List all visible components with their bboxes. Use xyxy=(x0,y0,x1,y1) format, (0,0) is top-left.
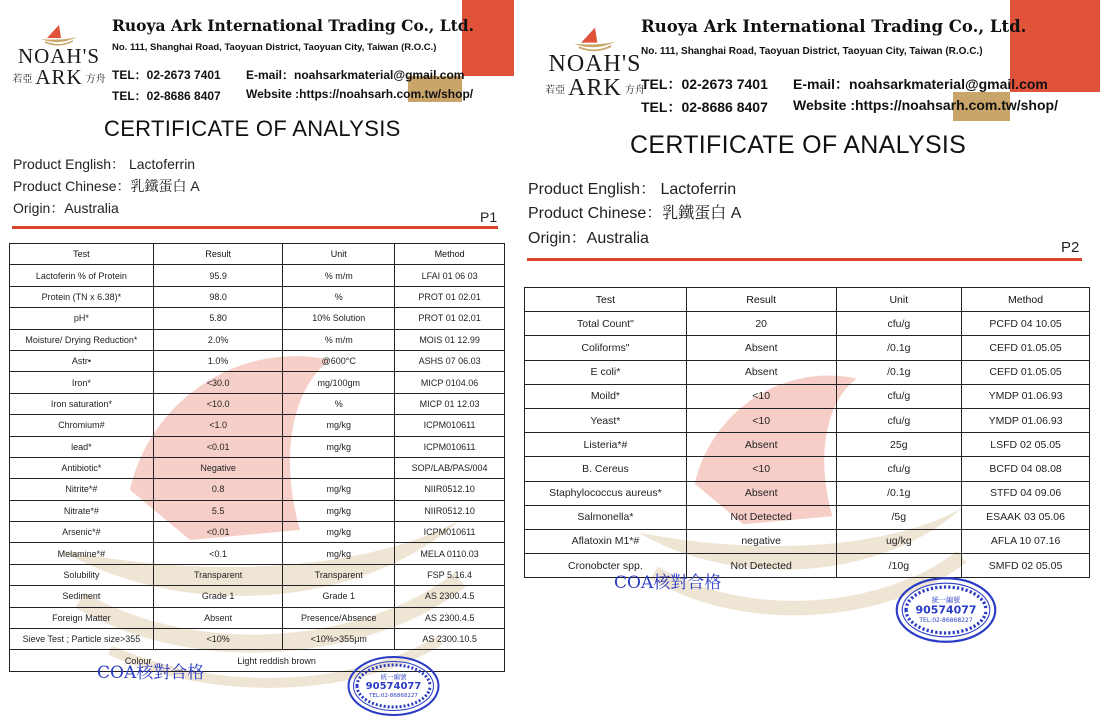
seal-label: 統一編號 xyxy=(380,673,407,681)
table-cell: mg/kg xyxy=(283,500,395,521)
table-cell: Grade 1 xyxy=(283,586,395,607)
header-accent-red xyxy=(462,0,514,76)
table-cell: Presence/Absence xyxy=(283,607,395,628)
table-cell: /10g xyxy=(836,554,962,578)
table-cell: SOP/LAB/PAS/004 xyxy=(395,457,505,478)
table-cell: YMDP 01.06.93 xyxy=(962,408,1090,432)
table-cell: STFD 04 09.06 xyxy=(962,481,1090,505)
table-cell: Transparent xyxy=(153,564,283,585)
table-cell: AFLA 10 07.16 xyxy=(962,529,1090,553)
table-cell: cfu/g xyxy=(836,384,962,408)
table-cell: Yeast* xyxy=(525,408,687,432)
table-cell: Absent xyxy=(686,360,836,384)
column-header: Method xyxy=(395,244,505,265)
certificate-title: CERTIFICATE OF ANALYSIS xyxy=(104,116,401,141)
table-row xyxy=(525,312,1090,336)
table-cell: Iron saturation* xyxy=(10,393,154,414)
table-cell: <10.0 xyxy=(153,393,283,414)
table-cell: AS 2300.4.5 xyxy=(395,586,505,607)
table-cell: LFAI 01 06 03 xyxy=(395,265,505,286)
table-cell: FSP 5.16.4 xyxy=(395,564,505,585)
table-row xyxy=(525,360,1090,384)
company-name: Ruoya Ark International Trading Co., Ltd. xyxy=(641,17,1027,36)
table-cell: 0.8 xyxy=(153,479,283,500)
table-row xyxy=(10,393,505,414)
table-cell: ICPM010611 xyxy=(395,522,505,543)
product-origin: Origin：Australia xyxy=(13,200,119,216)
table-cell: Absent xyxy=(153,607,283,628)
table-row xyxy=(525,529,1090,553)
table-row xyxy=(10,286,505,307)
table-row xyxy=(10,607,505,628)
coa-approval-stamp: COA核對合格 xyxy=(614,573,722,593)
table-row xyxy=(525,384,1090,408)
table-cell: BCFD 04 08.08 xyxy=(962,457,1090,481)
table-cell: mg/100gm xyxy=(283,372,395,393)
company-address: No. 111, Shanghai Road, Taoyuan District, Taoyuan City, Taiwan (R.O.C.) xyxy=(641,46,983,57)
table-cell: Staphylococcus aureus* xyxy=(525,481,687,505)
table-cell: Moild* xyxy=(525,384,687,408)
table-cell: LSFD 02 05.05 xyxy=(962,433,1090,457)
table-cell: /0.1g xyxy=(836,360,962,384)
table-cell xyxy=(283,457,395,478)
table-row xyxy=(525,336,1090,360)
table-cell: <0.1 xyxy=(153,543,283,564)
website: Website :https://noahsarh.com.tw/shop/ xyxy=(793,97,1058,113)
table-cell: PCFD 04 10.05 xyxy=(962,312,1090,336)
table-cell: E coli* xyxy=(525,360,687,384)
table-row xyxy=(10,329,505,350)
table-cell: Coliforms" xyxy=(525,336,687,360)
table-cell: % m/m xyxy=(283,265,395,286)
table-cell: @600°C xyxy=(283,350,395,371)
table-cell: mg/kg xyxy=(283,415,395,436)
company-seal xyxy=(346,655,441,717)
product-english: Product English： Lactoferrin xyxy=(528,181,737,198)
colour-value: Light reddish brown xyxy=(153,650,504,671)
table-cell: Salmonella* xyxy=(525,505,687,529)
table-row xyxy=(10,586,505,607)
product-chinese: Product Chinese：乳鐵蛋白 A xyxy=(528,205,742,222)
logo-cn-left: 若亞 xyxy=(545,84,566,96)
table-cell: 1.0% xyxy=(153,350,283,371)
table-cell: Absent xyxy=(686,481,836,505)
email: E-mail：noahsarkmaterial@gmail.com xyxy=(246,68,465,82)
table-row xyxy=(10,457,505,478)
table-header-row xyxy=(10,244,505,265)
email: E-mail：noahsarkmaterial@gmail.com xyxy=(793,76,1048,92)
table-header-row xyxy=(525,288,1090,312)
product-english: Product English： Lactoferrin xyxy=(13,156,196,172)
seal-number: 90574077 xyxy=(365,681,422,692)
table-row xyxy=(10,564,505,585)
table-cell: Cronobcter spp. xyxy=(525,554,687,578)
table-cell: pH* xyxy=(10,308,154,329)
table-cell: Iron* xyxy=(10,372,154,393)
logo-ark: ARK xyxy=(568,75,622,101)
title-rule xyxy=(527,258,1082,261)
table-cell: <10%>355μm xyxy=(283,629,395,650)
logo-noahs: NOAH'S xyxy=(17,44,101,68)
table-row xyxy=(10,629,505,650)
certificate-page-2 xyxy=(528,0,1100,721)
company-seal xyxy=(894,576,998,644)
table-cell: PROT 01 02.01 xyxy=(395,308,505,329)
table-cell: Not Detected xyxy=(686,505,836,529)
table-cell: 2.0% xyxy=(153,329,283,350)
ship-logo-icon xyxy=(39,22,79,46)
table-cell: Absent xyxy=(686,433,836,457)
table-row xyxy=(525,433,1090,457)
analysis-table xyxy=(524,287,1090,578)
table-cell: Negative xyxy=(153,457,283,478)
tel-2: TEL：02-8686 8407 xyxy=(112,89,221,103)
table-cell: NIIR0512.10 xyxy=(395,500,505,521)
table-cell: cfu/g xyxy=(836,457,962,481)
table-cell: mg/kg xyxy=(283,543,395,564)
table-cell: ASHS 07 06.03 xyxy=(395,350,505,371)
tel-2: TEL：02-8686 8407 xyxy=(641,99,768,115)
table-cell: Moisture/ Drying Reduction* xyxy=(10,329,154,350)
table-cell: /0.1g xyxy=(836,336,962,360)
page-number: P1 xyxy=(480,209,498,225)
table-cell: <10 xyxy=(686,457,836,481)
column-header: Test xyxy=(10,244,154,265)
table-row xyxy=(525,554,1090,578)
title-rule xyxy=(12,226,498,229)
table-cell: Not Detected xyxy=(686,554,836,578)
table-cell: Foreign Matter xyxy=(10,607,154,628)
table-cell: <0.01 xyxy=(153,522,283,543)
table-cell: lead* xyxy=(10,436,154,457)
table-row xyxy=(10,350,505,371)
column-header: Test xyxy=(525,288,687,312)
table-cell: Grade 1 xyxy=(153,586,283,607)
table-cell: % m/m xyxy=(283,329,395,350)
table-cell: 98.0 xyxy=(153,286,283,307)
table-row xyxy=(10,522,505,543)
table-cell: mg/kg xyxy=(283,522,395,543)
table-cell: 5.5 xyxy=(153,500,283,521)
table-row xyxy=(525,481,1090,505)
website: Website :https://noahsarh.com.tw/shop/ xyxy=(246,87,474,101)
product-chinese: Product Chinese：乳鐵蛋白 A xyxy=(13,178,200,194)
column-header: Result xyxy=(686,288,836,312)
table-cell: <0.01 xyxy=(153,436,283,457)
table-cell: Sediment xyxy=(10,586,154,607)
certificate-title: CERTIFICATE OF ANALYSIS xyxy=(630,131,967,159)
table-cell: Nitrate*# xyxy=(10,500,154,521)
noahs-ark-logo xyxy=(12,22,106,88)
table-cell: Melamine*# xyxy=(10,543,154,564)
table-cell: % xyxy=(283,286,395,307)
table-cell: /5g xyxy=(836,505,962,529)
table-row xyxy=(525,505,1090,529)
column-header: Unit xyxy=(836,288,962,312)
table-cell: MICP 01 12.03 xyxy=(395,393,505,414)
table-cell: Antibiotic* xyxy=(10,457,154,478)
table-row xyxy=(10,479,505,500)
table-cell: <30.0 xyxy=(153,372,283,393)
table-cell: <10 xyxy=(686,408,836,432)
table-cell: <10 xyxy=(686,384,836,408)
table-row xyxy=(10,436,505,457)
table-row xyxy=(10,308,505,329)
table-cell: mg/kg xyxy=(283,479,395,500)
seal-label: 統一編號 xyxy=(931,595,961,605)
table-cell: cfu/g xyxy=(836,312,962,336)
table-cell: Sieve Test ; Particle size>355 xyxy=(10,629,154,650)
table-cell: CEFD 01.05.05 xyxy=(962,336,1090,360)
table-cell: SMFD 02 05.05 xyxy=(962,554,1090,578)
seal-tel: TEL:02-86868227 xyxy=(919,617,973,625)
table-cell: Astr• xyxy=(10,350,154,371)
table-cell: 25g xyxy=(836,433,962,457)
table-cell: B. Cereus xyxy=(525,457,687,481)
table-cell: 5.80 xyxy=(153,308,283,329)
table-cell: ESAAK 03 05.06 xyxy=(962,505,1090,529)
table-cell: ICPM010611 xyxy=(395,436,505,457)
table-cell: Total Count" xyxy=(525,312,687,336)
table-row xyxy=(10,265,505,286)
table-cell: 20 xyxy=(686,312,836,336)
table-cell: Lactoferin % of Protein xyxy=(10,265,154,286)
page-number: P2 xyxy=(1061,239,1080,256)
ship-logo-icon xyxy=(572,24,618,52)
product-origin: Origin：Australia xyxy=(528,230,649,247)
table-cell: YMDP 01.06.93 xyxy=(962,384,1090,408)
table-cell: Listeria*# xyxy=(525,433,687,457)
coa-approval-stamp: COA核對合格 xyxy=(97,663,205,683)
table-cell: NIIR0512.10 xyxy=(395,479,505,500)
table-cell: ug/kg xyxy=(836,529,962,553)
table-cell: Transparent xyxy=(283,564,395,585)
logo-cn-right: 方舟 xyxy=(85,74,106,85)
table-cell: MOIS 01 12.99 xyxy=(395,329,505,350)
table-row xyxy=(525,408,1090,432)
logo-noahs: NOAH'S xyxy=(548,51,642,77)
table-row xyxy=(525,457,1090,481)
table-cell: Aflatoxin M1*# xyxy=(525,529,687,553)
seal-number: 90574077 xyxy=(915,603,977,617)
table-row xyxy=(10,500,505,521)
table-cell: Nitrite*# xyxy=(10,479,154,500)
seal-tel: TEL:02-86868227 xyxy=(369,693,418,699)
table-cell: Chromium# xyxy=(10,415,154,436)
table-cell: PROT 01 02.01 xyxy=(395,286,505,307)
table-cell: <10% xyxy=(153,629,283,650)
logo-cn-right: 方舟 xyxy=(624,84,645,96)
colour-label: Colour xyxy=(10,650,154,671)
table-cell: MICP 0104.06 xyxy=(395,372,505,393)
table-cell: 95.9 xyxy=(153,265,283,286)
table-cell: 10% Solution xyxy=(283,308,395,329)
logo-cn-left: 若亞 xyxy=(12,74,33,85)
analysis-table xyxy=(9,243,505,672)
table-cell: cfu/g xyxy=(836,408,962,432)
table-cell: Absent xyxy=(686,336,836,360)
column-header: Method xyxy=(962,288,1090,312)
company-name: Ruoya Ark International Trading Co., Ltd. xyxy=(112,16,474,35)
company-address: No. 111, Shanghai Road, Taoyuan District, Taoyuan City, Taiwan (R.O.C.) xyxy=(112,42,437,53)
table-row xyxy=(10,372,505,393)
table-cell: AS 2300.4.5 xyxy=(395,607,505,628)
tel-1: TEL：02-2673 7401 xyxy=(112,68,221,82)
logo-ark: ARK xyxy=(35,65,83,89)
column-header: Result xyxy=(153,244,283,265)
table-cell: mg/kg xyxy=(283,436,395,457)
column-header: Unit xyxy=(283,244,395,265)
table-cell: negative xyxy=(686,529,836,553)
table-cell: % xyxy=(283,393,395,414)
table-cell: /0.1g xyxy=(836,481,962,505)
table-cell: AS 2300.10.5 xyxy=(395,629,505,650)
table-cell: Arsenic*# xyxy=(10,522,154,543)
table-cell: MELA 0110.03 xyxy=(395,543,505,564)
table-cell: <1.0 xyxy=(153,415,283,436)
table-cell: ICPM010611 xyxy=(395,415,505,436)
tel-1: TEL：02-2673 7401 xyxy=(641,76,768,92)
table-row xyxy=(10,415,505,436)
table-cell: Protein (TN x 6.38)* xyxy=(10,286,154,307)
table-cell: Solubility xyxy=(10,564,154,585)
table-row xyxy=(10,543,505,564)
table-cell: CEFD 01.05.05 xyxy=(962,360,1090,384)
